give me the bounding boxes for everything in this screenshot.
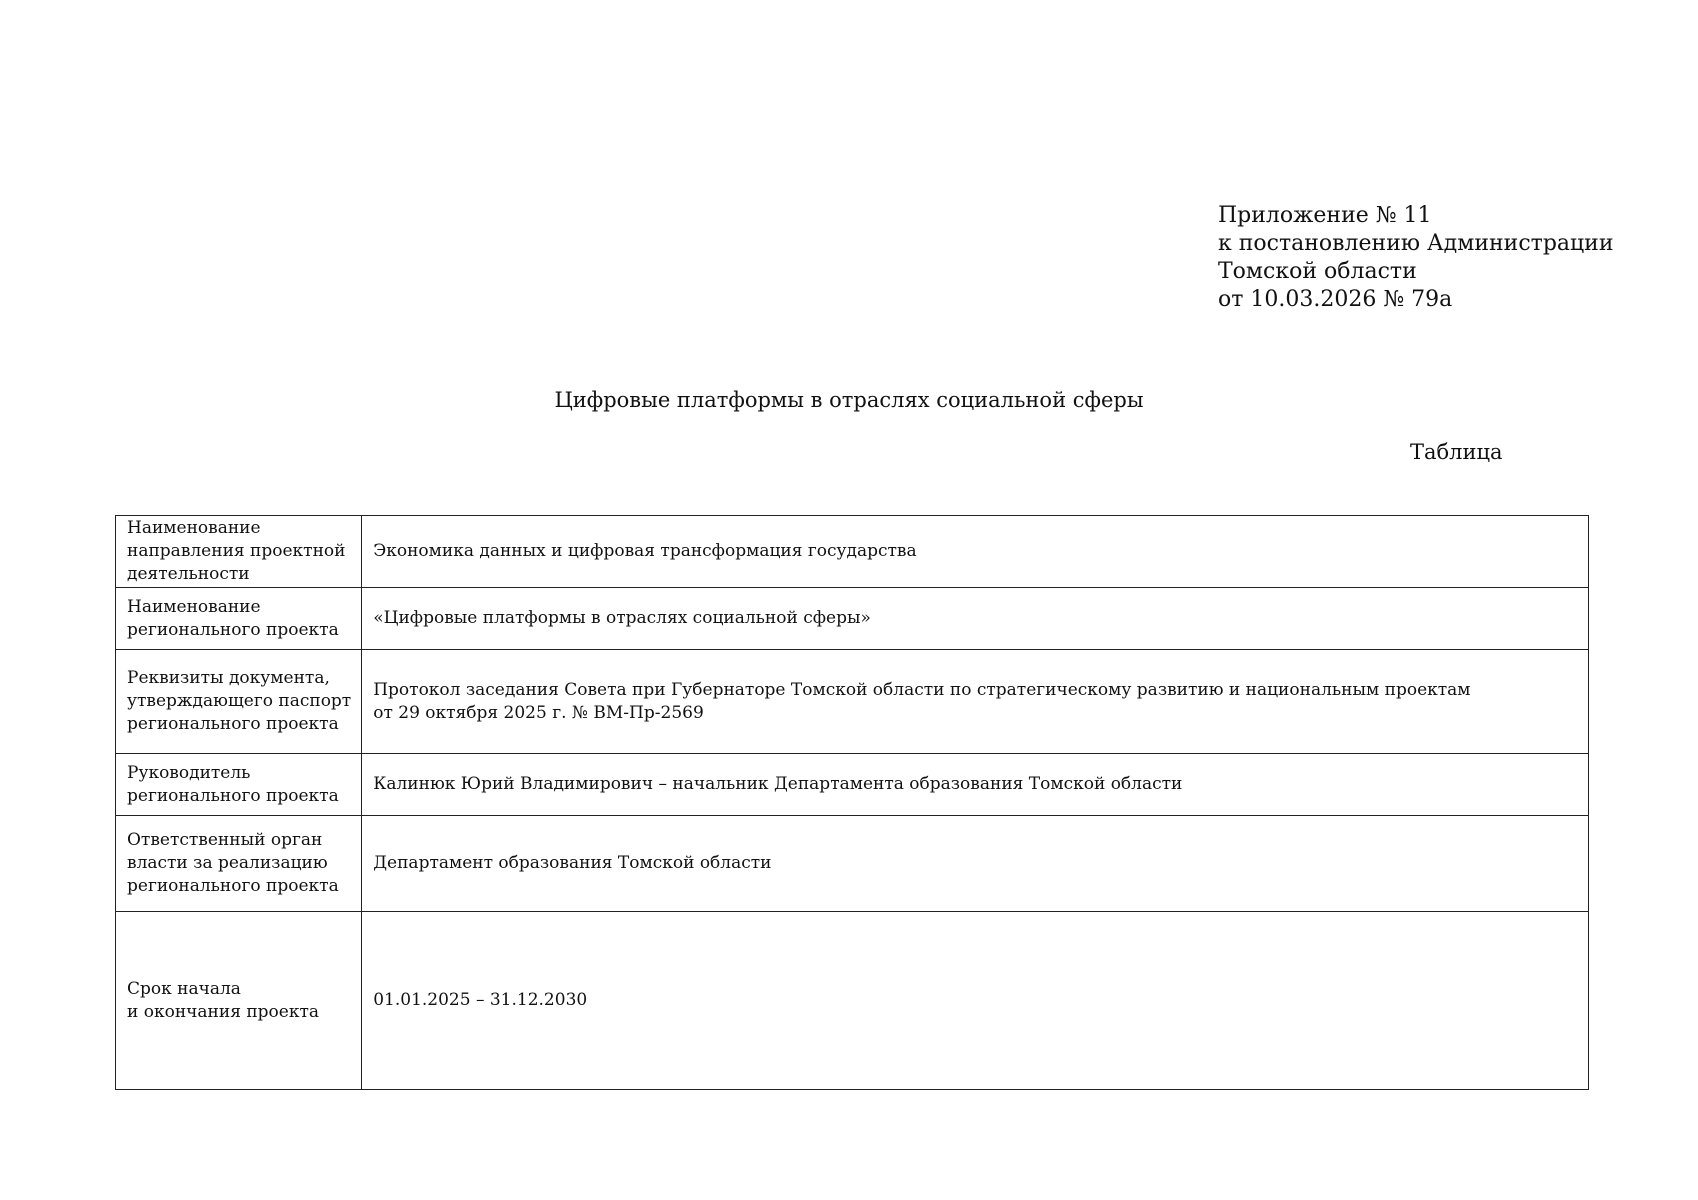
appendix-date-number: от 10.03.2026 № 79а	[1218, 287, 1453, 312]
table-row-direction	[116, 516, 1589, 588]
table-row-document-details	[116, 650, 1589, 754]
table-row-project-period	[116, 912, 1589, 1090]
appendix-header	[1218, 202, 1614, 314]
row-value: 01.01.2025 – 31.12.2030	[362, 912, 1589, 1090]
row-value: Департамент образования Томской области	[362, 816, 1589, 912]
document-title: Цифровые платформы в отраслях социальной сферы	[554, 388, 1144, 412]
row-label: Срок начала и окончания проекта	[116, 912, 362, 1090]
appendix-resolution-line: к постановлению Администрации	[1218, 231, 1614, 256]
appendix-number: Приложение № 11	[1218, 203, 1432, 228]
appendix-region-line: Томской области	[1218, 259, 1417, 284]
row-value: Калинюк Юрий Владимирович – начальник Департамента образования Томской области	[362, 754, 1589, 816]
table-row-project-head	[116, 754, 1589, 816]
row-value: Протокол заседания Совета при Губернаторе Томской области по стратегическому развитию и национальным проектам от 29 октября 2025 г. № ВМ-Пр-2569	[362, 650, 1589, 754]
table-row-project-name	[116, 588, 1589, 650]
row-value: Экономика данных и цифровая трансформация государства	[362, 516, 1589, 588]
row-label: Руководитель регионального проекта	[116, 754, 362, 816]
row-value: «Цифровые платформы в отраслях социальной сферы»	[362, 588, 1589, 650]
row-label: Наименование регионального проекта	[116, 588, 362, 650]
table-row-responsible-body	[116, 816, 1589, 912]
row-label: Ответственный орган власти за реализацию регионального проекта	[116, 816, 362, 912]
row-label: Реквизиты документа, утверждающего паспорт регионального проекта	[116, 650, 362, 754]
row-label: Наименование направления проектной деятельности	[116, 516, 362, 588]
project-passport-table	[115, 515, 1589, 1090]
table-caption: Таблица	[1410, 440, 1503, 464]
